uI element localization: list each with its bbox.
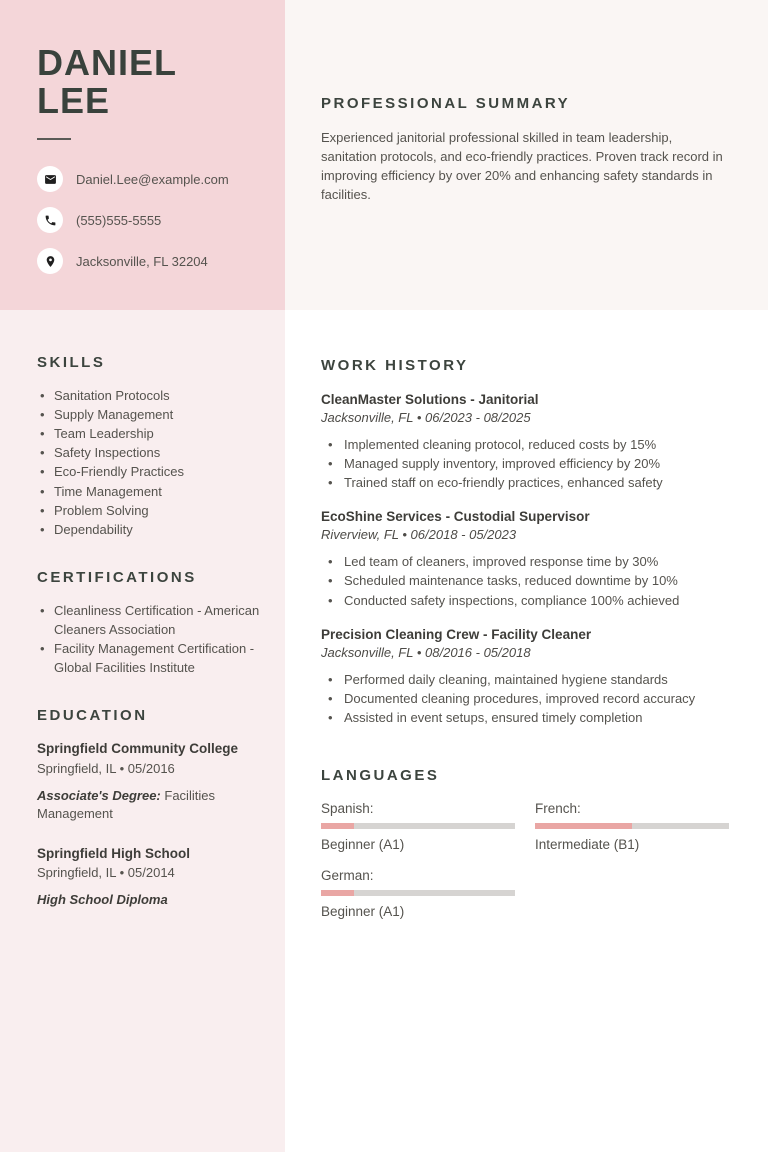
language-progress-track bbox=[321, 890, 515, 896]
skill-item: • Time Management bbox=[37, 482, 265, 501]
certification-item: • Facility Management Certification - Global Facilities Institute bbox=[37, 639, 265, 677]
language-level: Intermediate (B1) bbox=[535, 836, 640, 852]
work-history-heading: WORK HISTORY bbox=[321, 357, 469, 374]
job-entry bbox=[321, 509, 729, 609]
summary-text: Experienced janitorial professional skilled in team leadership, sanitation protocols, and eco-friendly practices. Proven track record in improving efficiency by over 20% and enhancing safety standards in facilities. bbox=[321, 130, 723, 202]
page-title bbox=[37, 44, 265, 120]
summary-section bbox=[321, 95, 729, 205]
job-entry bbox=[321, 627, 729, 727]
job-bullet: • Conducted safety inspections, compliance 100% achieved bbox=[321, 591, 729, 610]
school-name: Springfield Community College bbox=[37, 741, 239, 757]
education-entry bbox=[37, 845, 265, 910]
job-bullet-list bbox=[321, 552, 729, 609]
education-entry bbox=[37, 740, 265, 824]
phone-icon bbox=[37, 207, 63, 233]
contact-block bbox=[37, 166, 265, 274]
job-bullet: • Performed daily cleaning, maintained hygiene standards bbox=[321, 670, 729, 689]
contact-location-row bbox=[37, 248, 265, 274]
main-body bbox=[285, 310, 768, 1152]
job-bullet: • Trained staff on eco-friendly practices, enhanced safety bbox=[321, 473, 729, 492]
job-bullet: • Led team of cleaners, improved response time by 30% bbox=[321, 552, 729, 571]
certifications-section bbox=[37, 569, 265, 677]
contact-location: Jacksonville, FL 32204 bbox=[76, 253, 208, 269]
school-degree bbox=[37, 787, 265, 825]
language-label: French: bbox=[535, 800, 581, 816]
job-bullet: • Implemented cleaning protocol, reduced costs by 15% bbox=[321, 435, 729, 454]
language-level: Beginner (A1) bbox=[321, 836, 405, 852]
sidebar-body bbox=[0, 310, 285, 1152]
skill-item: • Sanitation Protocols bbox=[37, 386, 265, 405]
job-bullet-list bbox=[321, 670, 729, 727]
language-label: German: bbox=[321, 867, 374, 883]
skill-item: • Supply Management bbox=[37, 405, 265, 424]
skills-heading: SKILLS bbox=[37, 354, 106, 371]
job-meta: Jacksonville, FL • 06/2023 - 08/2025 bbox=[321, 410, 531, 425]
skills-section bbox=[37, 354, 265, 539]
job-bullet: • Documented cleaning procedures, improved record accuracy bbox=[321, 689, 729, 708]
certifications-list bbox=[37, 601, 265, 677]
email-icon bbox=[37, 166, 63, 192]
job-meta: Jacksonville, FL • 08/2016 - 05/2018 bbox=[321, 644, 531, 660]
location-pin-icon bbox=[37, 248, 63, 274]
languages-section bbox=[321, 767, 729, 919]
main-content bbox=[285, 0, 768, 1152]
contact-phone: (555)555-5555 bbox=[76, 212, 162, 228]
sidebar bbox=[0, 0, 285, 1152]
job-title: EcoShine Services - Custodial Supervisor bbox=[321, 509, 590, 525]
language-progress-fill bbox=[535, 823, 632, 829]
language-progress-fill bbox=[321, 890, 354, 896]
skill-item: • Team Leadership bbox=[37, 424, 265, 443]
education-section bbox=[37, 707, 265, 910]
contact-phone-row bbox=[37, 207, 265, 233]
contact-email-row bbox=[37, 166, 265, 192]
job-bullet-list bbox=[321, 435, 729, 492]
certifications-heading: CERTIFICATIONS bbox=[37, 568, 197, 586]
skills-list bbox=[37, 386, 265, 539]
name-line-1: DANIEL bbox=[37, 42, 177, 83]
job-bullet: • Assisted in event setups, ensured timely completion bbox=[321, 708, 729, 727]
degree-label: Associate's Degree: bbox=[37, 787, 161, 803]
language-item bbox=[535, 801, 729, 852]
degree-label: High School Diploma bbox=[37, 892, 168, 908]
job-title: Precision Cleaning Crew - Facility Cleaner bbox=[321, 626, 592, 642]
job-bullet: • Scheduled maintenance tasks, reduced downtime by 10% bbox=[321, 571, 729, 590]
school-name: Springfield High School bbox=[37, 846, 190, 862]
language-progress-track bbox=[321, 823, 515, 829]
summary-panel bbox=[285, 0, 768, 310]
contact-email: Daniel.Lee@example.com bbox=[76, 171, 229, 187]
skill-item: • Problem Solving bbox=[37, 501, 265, 520]
certification-item: • Cleanliness Certification - American Cleaners Association bbox=[37, 601, 265, 639]
languages-grid bbox=[321, 801, 729, 919]
job-bullet: • Managed supply inventory, improved efficiency by 20% bbox=[321, 454, 729, 473]
language-item bbox=[321, 801, 515, 852]
school-meta: Springfield, IL • 05/2016 bbox=[37, 760, 175, 776]
summary-heading: PROFESSIONAL SUMMARY bbox=[321, 95, 571, 112]
language-label: Spanish: bbox=[321, 800, 374, 816]
header-panel bbox=[0, 0, 285, 310]
work-history-section bbox=[321, 357, 729, 727]
language-progress-fill bbox=[321, 823, 354, 829]
job-entry bbox=[321, 392, 729, 492]
school-degree bbox=[37, 891, 265, 910]
languages-heading: LANGUAGES bbox=[321, 766, 440, 784]
school-meta: Springfield, IL • 05/2014 bbox=[37, 865, 175, 881]
language-level: Beginner (A1) bbox=[321, 903, 405, 919]
name-line-2: LEE bbox=[37, 80, 111, 122]
skill-item: • Eco-Friendly Practices bbox=[37, 462, 265, 481]
skill-item: • Safety Inspections bbox=[37, 443, 265, 462]
skill-item: • Dependability bbox=[37, 520, 265, 539]
name-divider bbox=[37, 138, 71, 140]
education-heading: EDUCATION bbox=[37, 707, 148, 725]
language-progress-track bbox=[535, 823, 729, 829]
degree-detail: Facilities Management bbox=[37, 787, 215, 822]
job-title: CleanMaster Solutions - Janitorial bbox=[321, 392, 539, 407]
language-item bbox=[321, 868, 515, 919]
job-meta: Riverview, FL • 06/2018 - 05/2023 bbox=[321, 527, 517, 543]
